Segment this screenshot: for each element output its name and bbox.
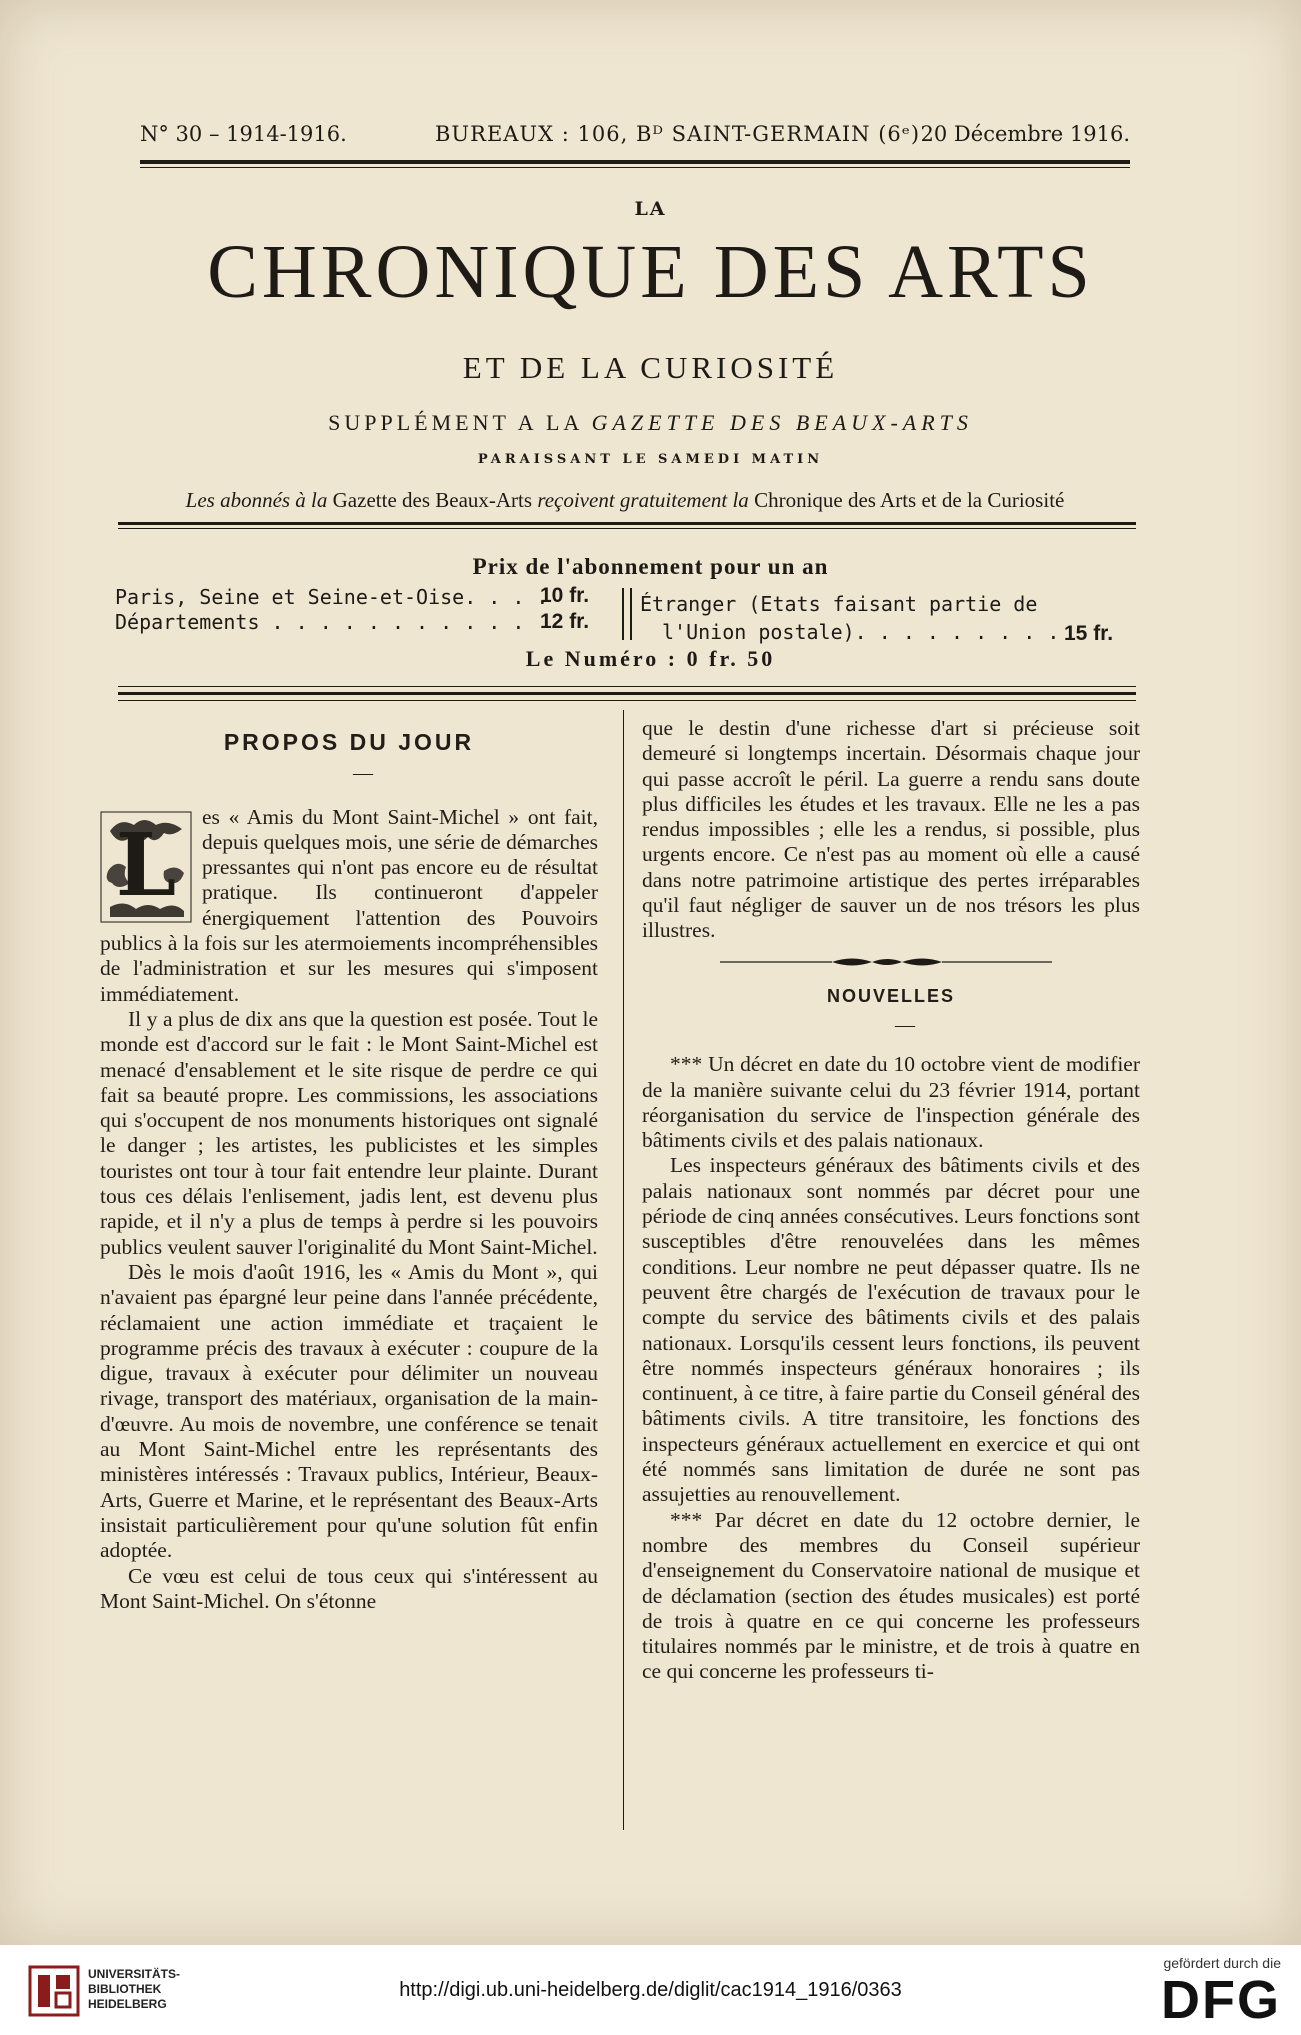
header-rule-thin [118, 528, 1136, 529]
subscription-heading: Prix de l'abonnement pour un an [472, 554, 829, 579]
section-title-nouvelles: NOUVELLES [826, 985, 955, 1006]
propos-paragraph-3: Dès le mois d'août 1916, les « Amis du Mont », qui n'avaient pas épargné leur peine dans l'année précédente, réclamaient une action immédiate et traçaient le programme précis des travaux à exécuter : coupure de la digue, travaux à exécuter pour délimiter un nouveau rivage, transport des matériaux, organisation de la main-d'œuvre. Au mois de novembre, une conférence se tenait au Mont Saint-Michel entre les représentants des ministères intéressés : Travaux publics, Intérieur, Beaux-Arts, Guerre et Marine, et le représentant des Beaux-Arts insistait particulièrement pour qu'une solution fût enfin adoptée. [100, 1259, 598, 1563]
subscribers-note [110, 488, 1140, 513]
column-left [100, 730, 598, 1614]
subscription-etranger-label-2: l'Union postale). . . . . . . . . [662, 620, 1060, 644]
subscription-dept-price: 12 fr. [540, 610, 590, 633]
subscription-dept-label: Départements . . . . . . . . . . . [115, 610, 525, 634]
publication-schedule: PARAISSANT LE SAMEDI MATIN [477, 452, 824, 467]
propos-paragraph-1: es « Amis du Mont Saint-Michel » ont fait, depuis quelques mois, une série de démarches pressantes qui n'ont pas encore eu de résultat pratique. Ils continueront d'appeler énergiquement l'attention des Pouvoirs publics à la fois sur les atermoiements incompréhensibles de l'administration et sur les mesures qui s'imposent immédiatement. [100, 804, 598, 1006]
library-line-1: UNIVERSITÄTS- [88, 1967, 181, 1981]
nouvelles-item-1-text: Un décret en date du 10 octobre vient de modifier de la manière suivante celui du 23 février 1914, portant réorganisation du service de l'inspection générale des bâtiments civils et des palais nationaux. [642, 1052, 1140, 1153]
column-right [642, 716, 1140, 1685]
source-url-link[interactable]: http://digi.ub.uni-heidelberg.de/diglit/cac1914_1916/0363 [399, 1979, 902, 2001]
nouvelles-stars-1: *** [670, 1052, 709, 1077]
library-line-2: BIBLIOTHEK [88, 1982, 162, 1996]
nouvelles-item-1 [642, 1052, 1140, 1153]
columns-top-rule-2 [118, 700, 1136, 701]
library-line-3: HEIDELBERG [88, 1997, 167, 2011]
propos-paragraph-5: que le destin d'une richesse d'art si précieuse soit demeuré si longtemps incertain. Désormais chaque jour qui passe accroît le péril. La guerre a rendu sans doute plus difficiles les études et les travaux. Elle ne les a pas rendus impossibles ; elle les a rendus, si possible, plus urgents encore. Ce n'est pas au moment où elle a causé dans notre patrimoine artistique des pertes irréparables qu'il faut négliger de sauver un de nos trésors les plus illustres. [642, 716, 1140, 943]
supplement-journal: GAZETTE DES BEAUX-ARTS [591, 410, 973, 435]
masthead-rule-thick [140, 160, 1130, 164]
issue-number: N° 30 – 1914-1916. [140, 122, 347, 146]
subscription-separator [622, 588, 632, 640]
nouvelles-item-3-text: Par décret en date du 12 octobre dernier, le nombre des membres du Conseil supérieur d'enseignement du Conservatoire national de musique et de déclamation (section des études musicales) est porté de trois à quatre en ce qui concerne les professeurs titulaires nommés par le ministre, et de trois à quatre en ce qui concerne les professeurs ti- [642, 1507, 1141, 1684]
supplement-prefix: SUPPLÉMENT A LA [328, 410, 583, 435]
section-title-propos: PROPOS DU JOUR [223, 729, 475, 755]
subscribers-note-mid: reçoivent gratuitement la [537, 488, 749, 512]
dfg-caption: gefördert durch die [1163, 1955, 1281, 1971]
header-rule [118, 522, 1136, 525]
supplement-line [0, 410, 1301, 436]
masthead-rule-thin [140, 167, 1130, 168]
paragraph-1-container [100, 805, 598, 1007]
masthead [140, 118, 1130, 158]
subscribers-note-gba: Gazette des Beaux-Arts [332, 488, 533, 512]
page-title: CHRONIQUE DES ARTS [207, 230, 1094, 314]
bureaux-address: BUREAUX : 106, Bᴰ SAINT-GERMAIN (6ᵉ) [435, 122, 921, 146]
subscription-etranger-price: 15 fr. [1064, 622, 1114, 645]
section-dash: — [353, 762, 373, 785]
columns-top-rule [118, 692, 1136, 695]
columns-top-rule-thin [118, 686, 1136, 687]
subscribers-note-chronique: Chronique des Arts et de la Curiosité [754, 488, 1065, 512]
nouvelles-item-2: Les inspecteurs généraux des bâtiments civils et des palais nationaux sont nommés par décret pour une période de cinq années consécutives. Leurs fonctions sont susceptibles d'être renouvelées dans les mêmes conditions. Leur nombre ne peut dépasser quatre. Ils ne peuvent être chargés de l'exécution de travaux pour le compte du service des bâtiments civils et des palais nationaux. Lorsqu'ils cessent leurs fonctions, ils peuvent être nommés inspecteurs généraux honoraires ; ils continuent, à ce titre, à faire partie du Conseil général des bâtiments civils. A titre transitoire, les fonctions des inspecteurs généraux actuellement en exercice et qui ont été nommés sans limitation de durée ne sont pas assujetties au renouvellement. [642, 1153, 1140, 1507]
propos-paragraph-2: Il y a plus de dix ans que la question est posée. Tout le monde est d'accord sur le fait : le Mont Saint-Michel est menacé d'ensablement et le site risque de perdre ce qui fait sa beauté propre. Les commissions, les associations qui s'occupent de nos monuments historiques ont signalé le danger ; les artistes, les publicistes et les simples touristes ont tour à tour fait entendre leur plainte. Durant tous ces délais l'enlisement, jadis lent, est devenu plus rapide, et il n'y a plus de temps à perdre si les pouvoirs publics veulent sauver l'originalité du Mont Saint-Michel. [100, 1006, 598, 1259]
nouvelles-dash: — [895, 1013, 915, 1036]
dropcap-l-icon [100, 811, 192, 923]
column-divider [623, 710, 624, 1830]
ornament-divider-icon [642, 953, 1140, 971]
nouvelles-stars-3: *** [670, 1507, 715, 1532]
section-ornament [642, 952, 1140, 970]
issue-price: Le Numéro : 0 fr. 50 [525, 646, 776, 671]
dropcap-ornament [100, 811, 192, 923]
page-subtitle: ET DE LA CURIOSITÉ [462, 350, 839, 385]
subscription-paris-price: 10 fr. [540, 584, 590, 607]
subscribers-note-pre: Les abonnés à la [185, 488, 328, 512]
dropcap-letter: L [115, 814, 177, 916]
footer-bar [0, 1945, 1301, 2035]
issue-date: 20 Décembre 1916. [920, 122, 1130, 146]
subscription-paris-label: Paris, Seine et Seine-et-Oise. . . . [115, 585, 549, 609]
dfg-logo: DFG [1161, 1970, 1281, 2030]
subscription-etranger-label-1: Étranger (Etats faisant partie de [640, 592, 1038, 616]
title-article: LA [634, 198, 667, 220]
nouvelles-item-3 [642, 1508, 1140, 1685]
propos-paragraph-4: Ce vœu est celui de tous ceux qui s'intéressent au Mont Saint-Michel. On s'étonne [100, 1563, 598, 1613]
